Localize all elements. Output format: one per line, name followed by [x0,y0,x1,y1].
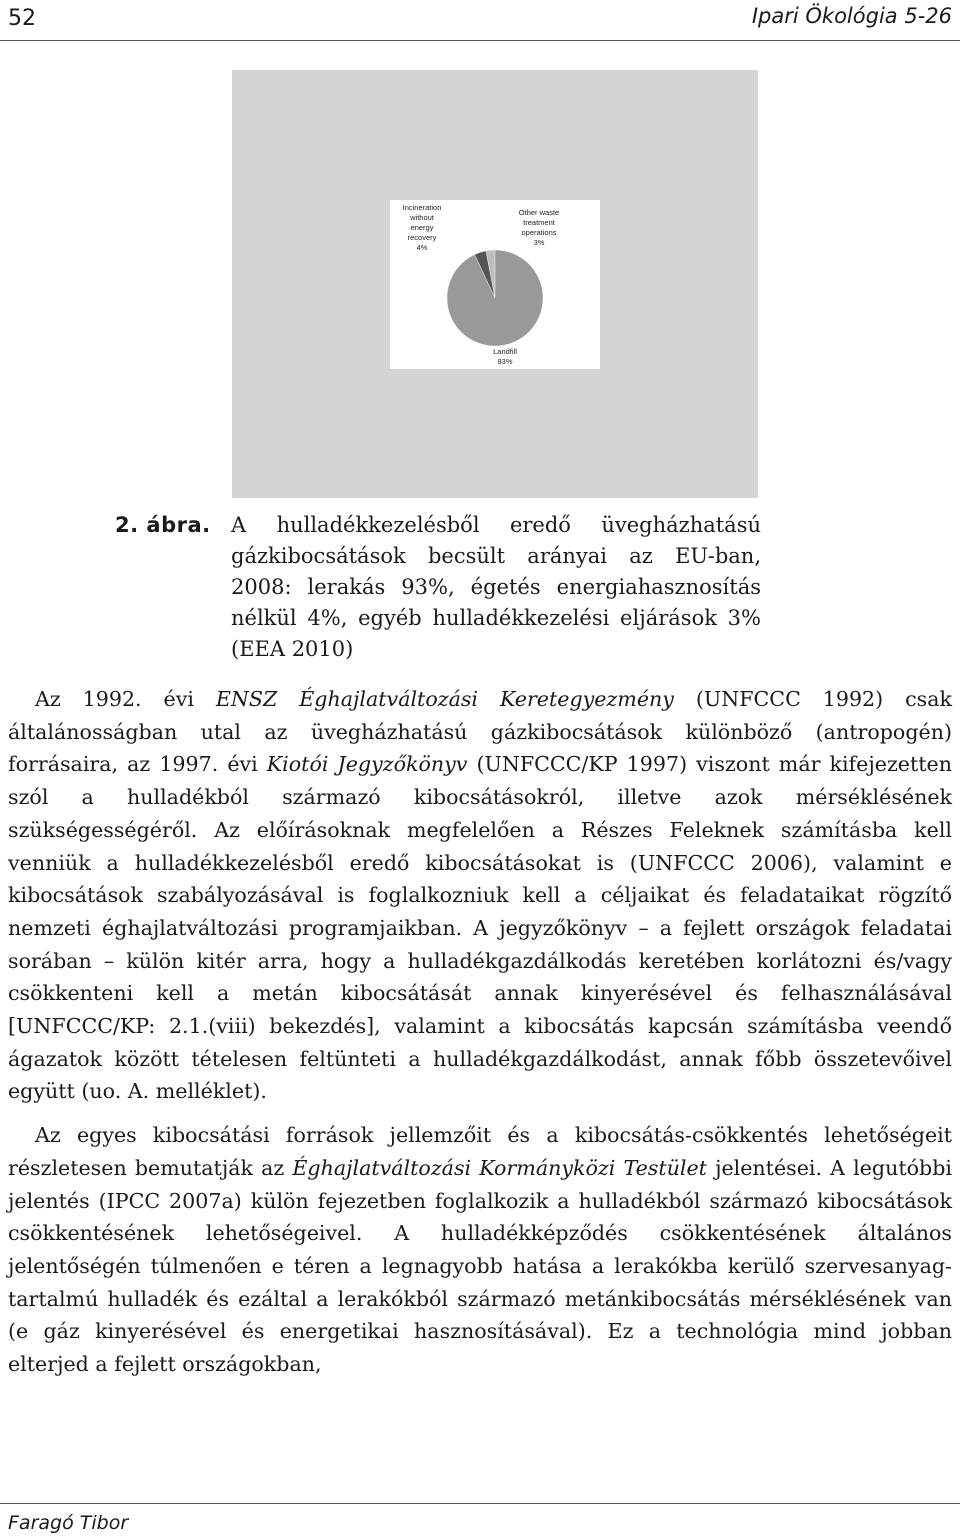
label-other-operations: Other waste treatment operations 3% [518,208,560,247]
paragraph-2: Az egyes kibocsátási források jellemzőit és a kibocsátás-csökkentés lehetőségeit részletesen bemutatják az Éghajlatváltozási Kormányközi Testület jelentései. A legutóbbi jelentés (IPCC 2007a) külön fejezetben foglalkozik a hulladékból származó kibocsátások csökkentésének lehetőségeivel. A hulladékképződés csökkentésének általános jelentőségén túlmenően e téren a legnagyobb hatása a lerakókba kerülő szervesanyag-tartalmú hulladék és ezáltal a lerakókból származó metánkibocsátás mérséklésének van (e gáz kinyerésével és energetikai hasznosításával). Ez a technológia mind jobban elterjed a fejlett országokban, [8,1123,953,1377]
footer-rule [0,1503,960,1504]
page-number: 52 [8,6,36,31]
pie-chart [390,200,600,369]
caption-label: 2. ábra. [115,513,211,537]
label-landfill: Landfill 93% [493,347,517,366]
pie-slice-landfill [447,250,543,346]
label-incineration: Incineration without energy recovery 4% [402,203,442,252]
running-title: Ipari Ökológia 5-26 [751,4,952,28]
body-text [8,683,952,1381]
header-rule [0,40,960,41]
footer-author: Faragó Tibor [8,1512,129,1534]
caption-text: A hulladékkezelésből eredő üvegházhatású gázkibocsátások becsült arányai az EU-ban, 2008: lerakás 93%, égetés energiahasznosítás nélkül 4%, egyéb hulladékkezelési eljárások 3% (EEA 2010) [231,513,761,661]
paragraph-1: Az 1992. évi ENSZ Éghajlatváltozási Keretegyezmény (UNFCCC 1992) csak általánosságban utal az üvegházhatású gázkibocsátások különböző (antropogén) forrásaira, az 1997. évi Kiotói Jegyzőkönyv (UNFCCC/KP 1997) viszont már kifejezetten szól a hulladékból származó kibocsátásokról, illetve azok mérséklésének szükségességéről. Az előírásoknak megfelelően a Részes Feleknek számításba kell venniük a hulladékkezelésből eredő kibocsátásokat is (UNFCCC 2006), valamint e kibocsátások szabályozásával is foglalkozniuk kell a céljaikat és feladataikat rögzítő nemzeti éghajlatváltozási programjaikban. A jegyzőkönyv – a fejlett országok feladatai sorában – külön kitér arra, hogy a hulladékgazdálkodás keretében korlátozni és/vagy csökkenteni kell a metán kibocsátását annak kinyerésével és felhasználásával [UNFCCC/KP: 2.1.(viii) bekezdés], valamint a kibocsátás kapcsán számításba veendő ágazatok között tételesen feltünteti a hulladékgazdálkodást, annak főbb összetevőivel együtt (uo. A. melléklet). [8,687,952,1104]
